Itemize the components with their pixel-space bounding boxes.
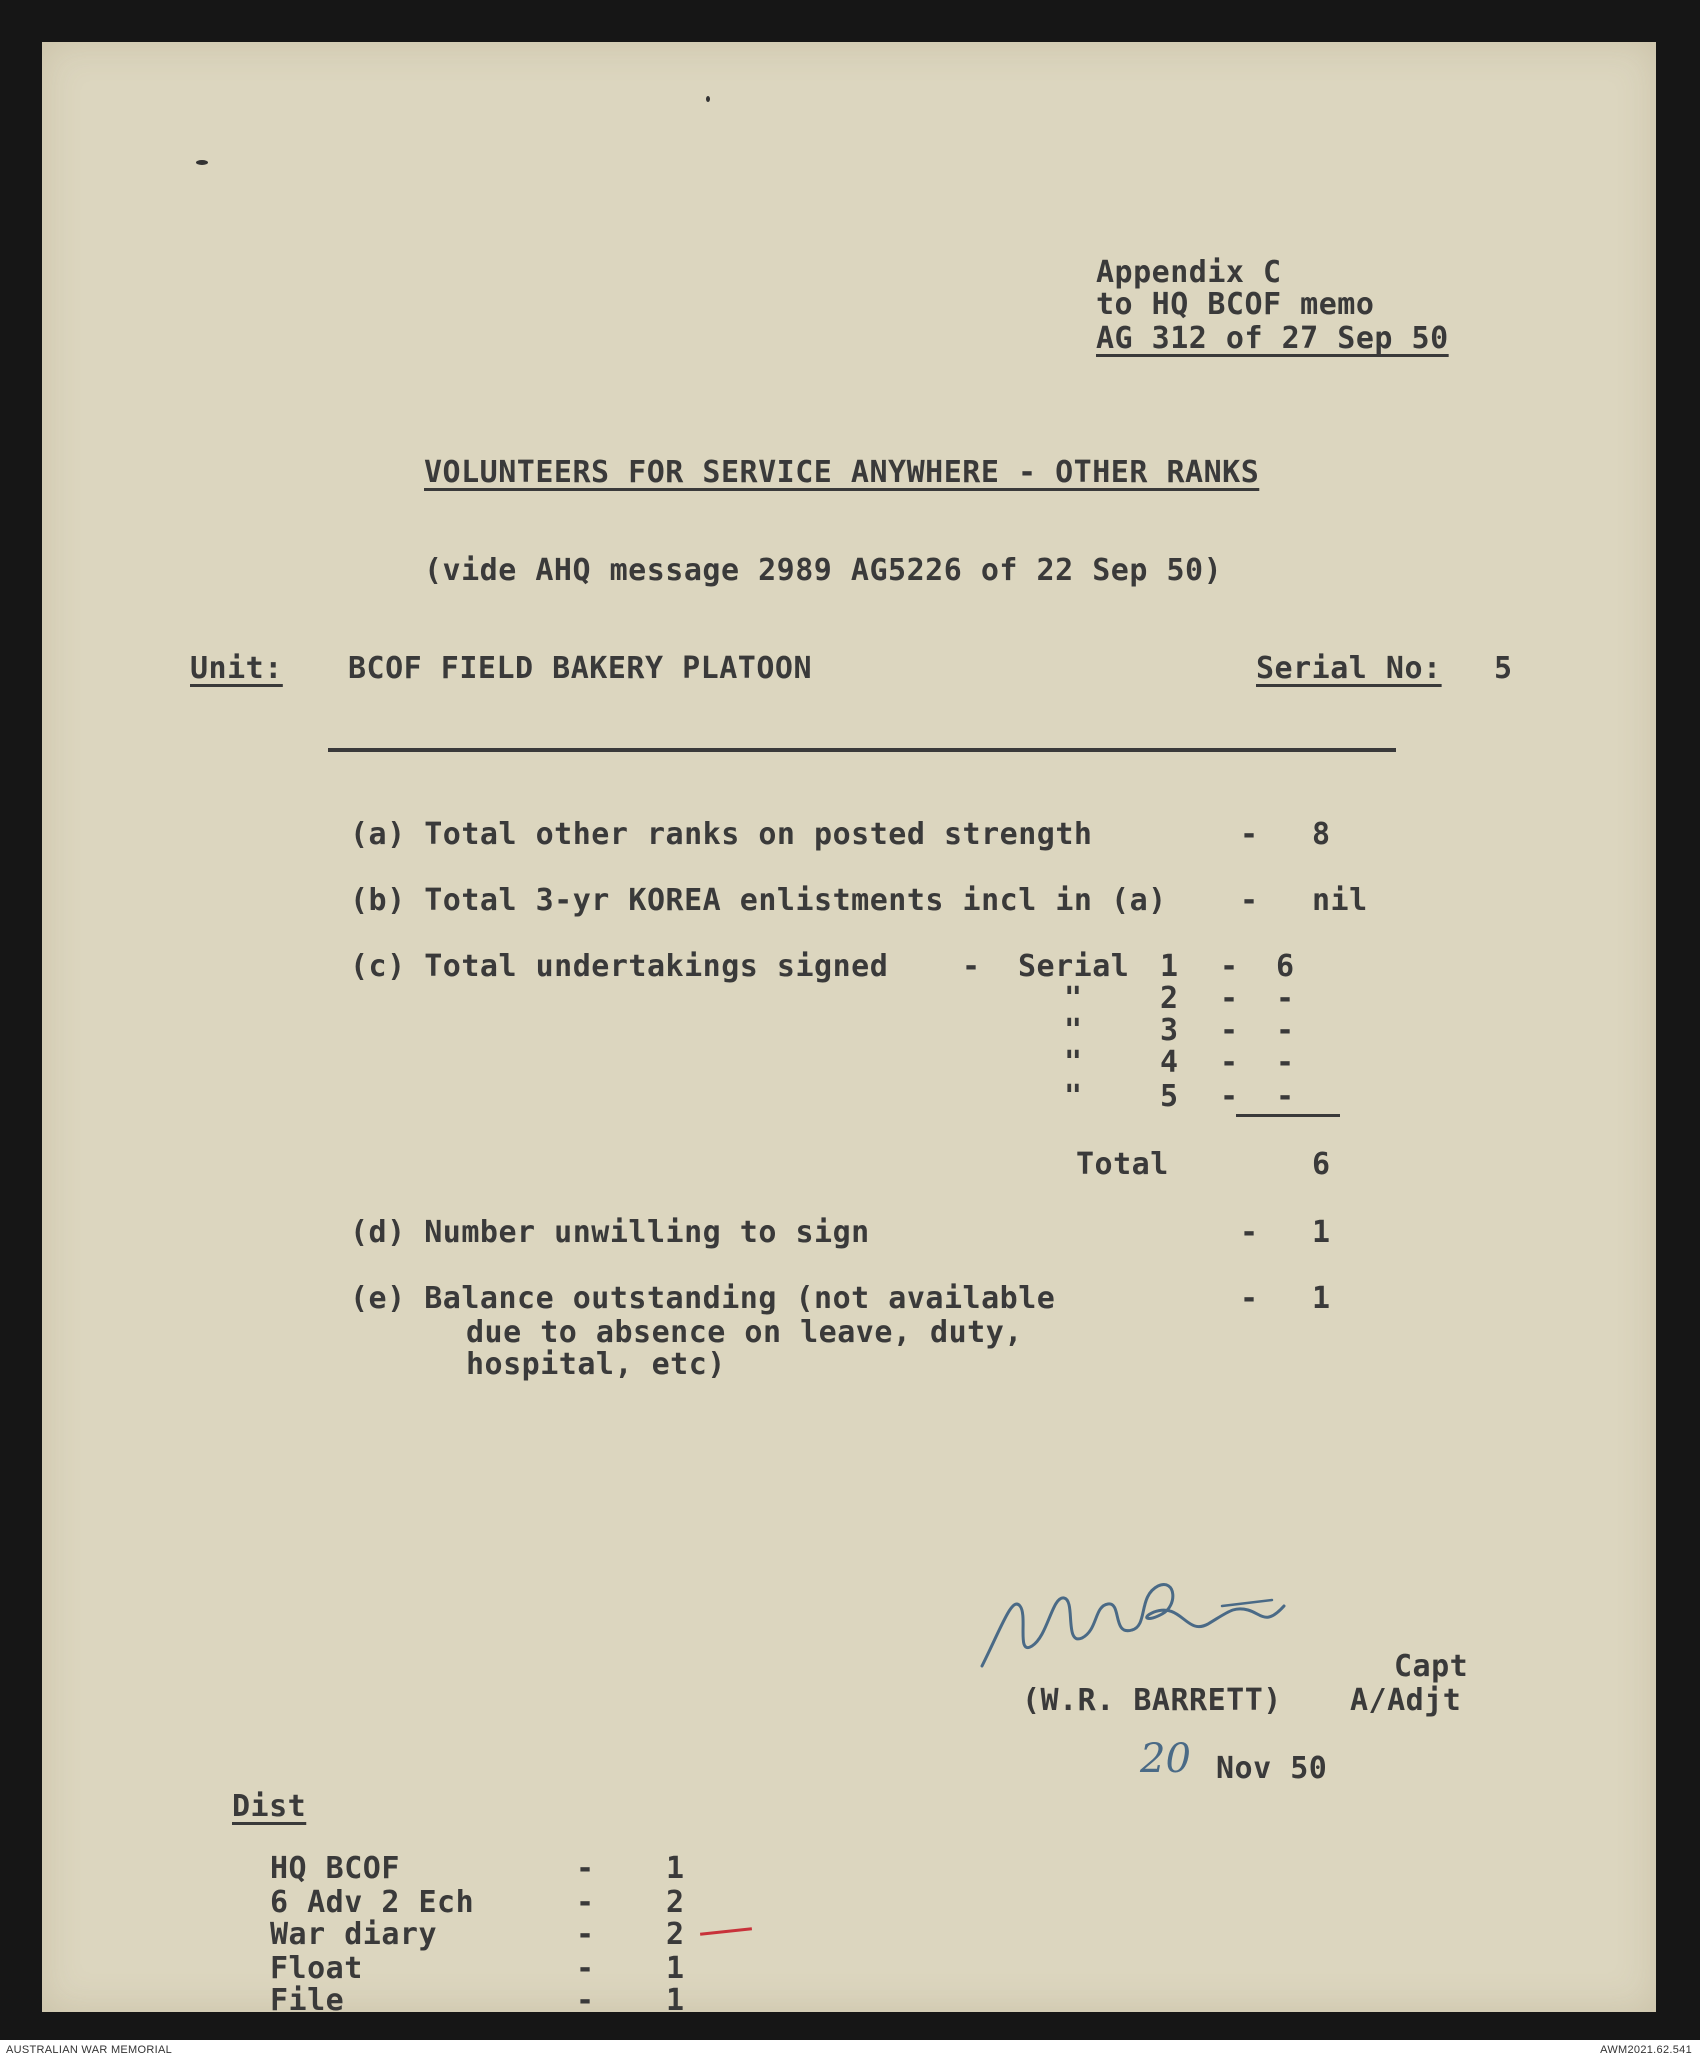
distribution-dash: - bbox=[576, 1885, 595, 1920]
item-d-value: 1 bbox=[1312, 1215, 1331, 1250]
serial-row-dash: - bbox=[1220, 981, 1239, 1016]
signatory-rank: Capt bbox=[1394, 1649, 1469, 1684]
distribution-recipient: HQ BCOF bbox=[270, 1851, 400, 1886]
distribution-qty: 1 bbox=[666, 1951, 685, 1986]
memo-date-reference: AG 312 of 27 Sep 50 bbox=[1096, 321, 1449, 356]
document-subtitle: (vide AHQ message 2989 AG5226 of 22 Sep 50) bbox=[424, 553, 1223, 588]
signatory-name: (W.R. BARRETT) bbox=[1022, 1683, 1282, 1718]
serial-row-prefix: " bbox=[1064, 1079, 1083, 1114]
distribution-recipient: 6 Adv 2 Ech bbox=[270, 1885, 475, 1920]
distribution-dash: - bbox=[576, 1851, 595, 1886]
item-a-value: 8 bbox=[1312, 817, 1331, 852]
serial-row-num: 2 bbox=[1160, 981, 1179, 1016]
item-d-label: (d) Number unwilling to sign bbox=[350, 1215, 870, 1250]
serial-row-num: 5 bbox=[1160, 1079, 1179, 1114]
serial-row-dash: - bbox=[1220, 1045, 1239, 1080]
item-e-line2: due to absence on leave, duty, bbox=[466, 1315, 1023, 1350]
serial-row-value: - bbox=[1276, 981, 1295, 1016]
page-bottom-clip bbox=[42, 1984, 1656, 2012]
serial-row-value: - bbox=[1276, 1013, 1295, 1048]
memo-reference: to HQ BCOF memo bbox=[1096, 287, 1375, 322]
document-title: VOLUNTEERS FOR SERVICE ANYWHERE - OTHER RANKS bbox=[424, 455, 1260, 490]
date-day-handwritten: 20 bbox=[1140, 1736, 1191, 1782]
appendix-label: Appendix C bbox=[1096, 255, 1282, 290]
distribution-qty: 2 bbox=[666, 1917, 685, 1952]
distribution-qty: 2 bbox=[666, 1885, 685, 1920]
distribution-heading: Dist bbox=[232, 1789, 307, 1824]
item-e-label: (e) Balance outstanding (not available bbox=[350, 1281, 1056, 1316]
serial-row-dash: - bbox=[1220, 949, 1239, 984]
total-rule bbox=[1236, 1114, 1340, 1117]
serial-row-num: 3 bbox=[1160, 1013, 1179, 1048]
serial-row-dash: - bbox=[1220, 1079, 1239, 1114]
distribution-recipient: Float bbox=[270, 1951, 363, 1986]
item-e-value: 1 bbox=[1312, 1281, 1331, 1316]
serial-value: 5 bbox=[1494, 651, 1513, 686]
item-e-dash: - bbox=[1240, 1281, 1259, 1316]
serial-row-prefix: Serial bbox=[1018, 949, 1130, 984]
distribution-dash: - bbox=[576, 1917, 595, 1952]
item-c-dash: - bbox=[962, 949, 981, 984]
item-a-dash: - bbox=[1240, 817, 1259, 852]
serial-row-num: 4 bbox=[1160, 1045, 1179, 1080]
serial-row-value: 6 bbox=[1276, 949, 1295, 984]
item-b-value: nil bbox=[1312, 883, 1368, 918]
distribution-recipient: War diary bbox=[270, 1917, 438, 1952]
signature-date: Nov 50 bbox=[1216, 1751, 1328, 1786]
item-a-label: (a) Total other ranks on posted strength bbox=[350, 817, 1093, 852]
serial-row-value: - bbox=[1276, 1079, 1295, 1114]
serial-row-num: 1 bbox=[1160, 949, 1179, 984]
archive-credit: AUSTRALIAN WAR MEMORIAL bbox=[6, 2044, 173, 2056]
unit-name: BCOF FIELD BAKERY PLATOON bbox=[348, 651, 813, 686]
signatory-role: A/Adjt bbox=[1350, 1683, 1462, 1718]
distribution-dash: - bbox=[576, 1951, 595, 1986]
unit-label: Unit: bbox=[190, 651, 283, 686]
serial-label: Serial No: bbox=[1256, 651, 1442, 686]
serial-row-prefix: " bbox=[1064, 981, 1083, 1016]
item-b-dash: - bbox=[1240, 883, 1259, 918]
serial-row-dash: - bbox=[1220, 1013, 1239, 1048]
item-b-label: (b) Total 3-yr KOREA enlistments incl in (a) bbox=[350, 883, 1167, 918]
total-value: 6 bbox=[1312, 1147, 1331, 1182]
distribution-recipient: File bbox=[270, 1984, 345, 2012]
distribution-dash: - bbox=[576, 1984, 595, 2012]
section-divider bbox=[328, 748, 1396, 752]
paper-speck bbox=[196, 160, 208, 165]
handwritten-signature bbox=[972, 1566, 1312, 1696]
paper-speck bbox=[706, 96, 710, 102]
item-e-line3: hospital, etc) bbox=[466, 1347, 726, 1382]
serial-row-prefix: " bbox=[1064, 1045, 1083, 1080]
serial-row-prefix: " bbox=[1064, 1013, 1083, 1048]
total-label: Total bbox=[1076, 1147, 1169, 1182]
item-c-label: (c) Total undertakings signed bbox=[350, 949, 889, 984]
serial-row-value: - bbox=[1276, 1045, 1295, 1080]
distribution-qty: 1 bbox=[666, 1984, 685, 2012]
distribution-qty: 1 bbox=[666, 1851, 685, 1886]
item-d-dash: - bbox=[1240, 1215, 1259, 1250]
archive-reference: AWM2021.62.541 bbox=[1600, 2044, 1692, 2056]
